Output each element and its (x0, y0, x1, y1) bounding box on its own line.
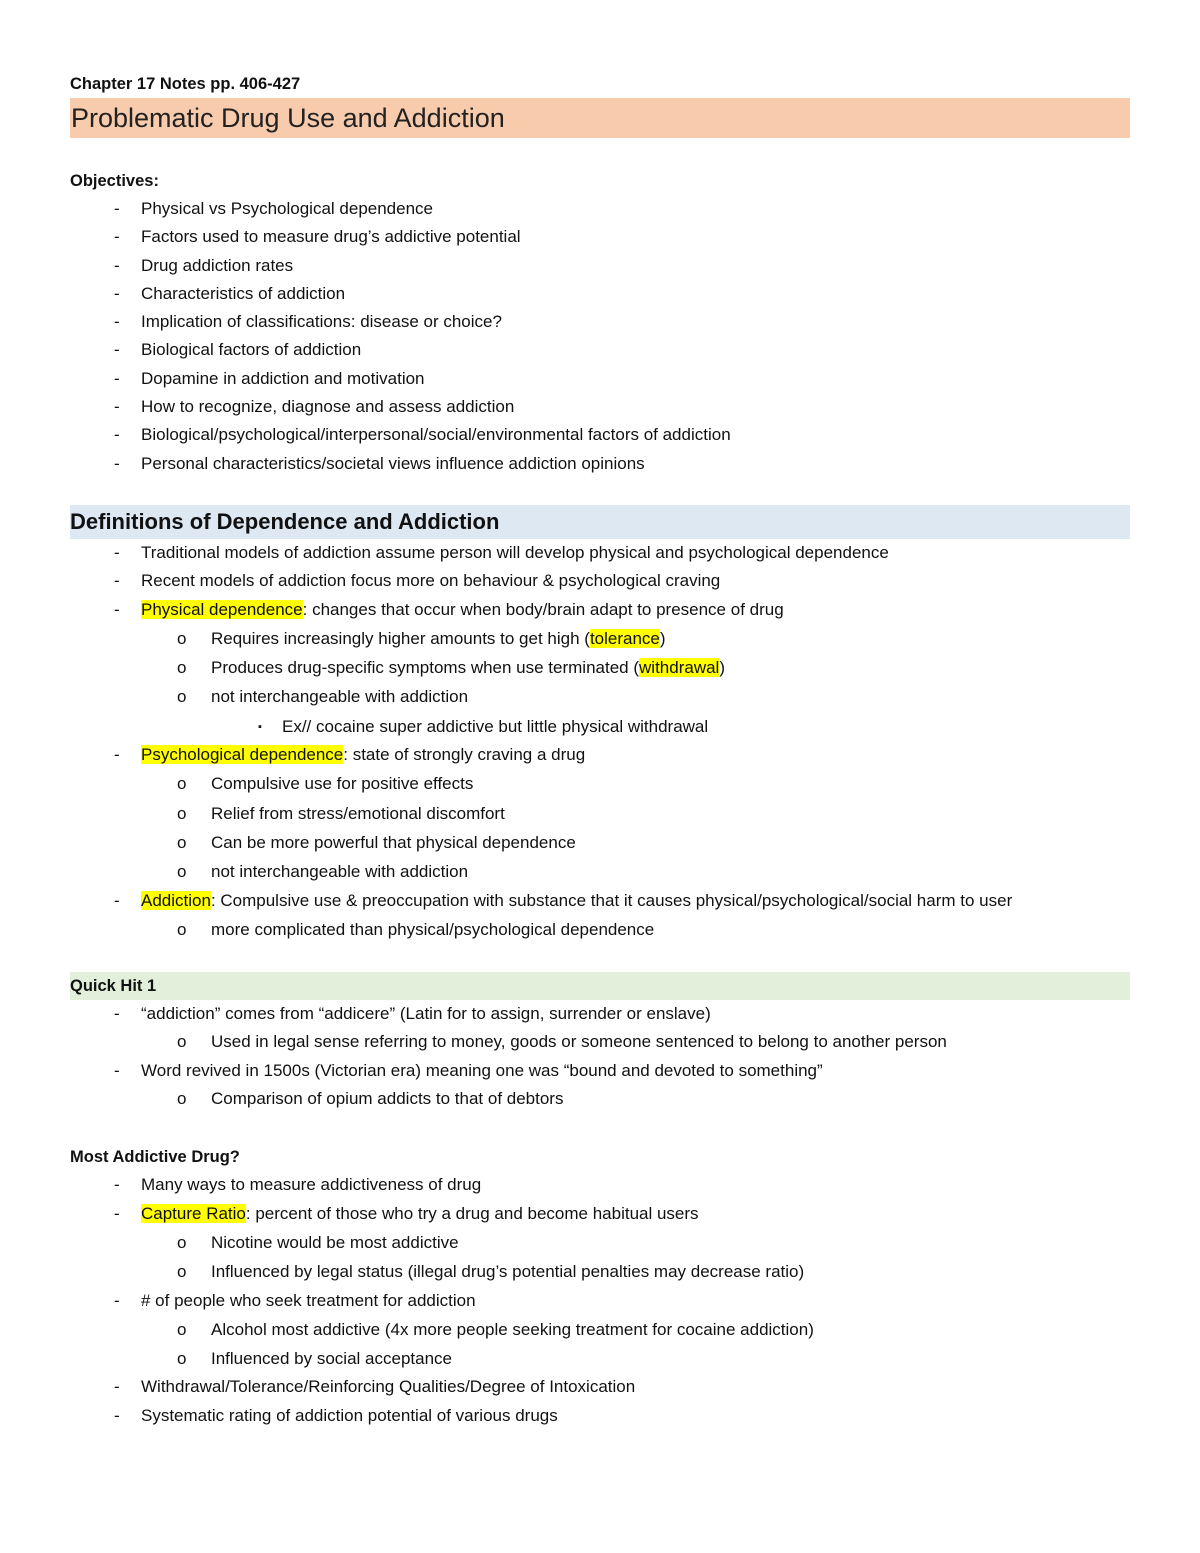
item-text: not interchangeable with addiction (211, 862, 469, 882)
list-item (70, 365, 1130, 393)
item-text: Nicotine would be most addictive (211, 1232, 459, 1252)
item-text: Physical vs Psychological dependence (141, 199, 434, 218)
item-text: Influenced by legal status (illegal drug’s potential penalties may decrease ratio) (211, 1262, 805, 1282)
list-item (70, 280, 1130, 308)
list-item (70, 1200, 1130, 1228)
bullet-circle: o (177, 687, 187, 707)
list-item (70, 683, 1130, 711)
list-item (70, 252, 1130, 280)
item-text: Comparison of opium addicts to that of debtors (211, 1089, 564, 1109)
list-item (70, 596, 1130, 624)
document-page (70, 70, 1130, 1430)
bullet-dash: - (114, 599, 120, 619)
list-item (70, 393, 1130, 421)
list-item (70, 916, 1130, 944)
highlighted-term: tolerance (589, 628, 660, 648)
bullet-circle: o (177, 1232, 187, 1252)
item-text: Many ways to measure addictiveness of drug (141, 1175, 482, 1195)
bullet-circle: o (177, 832, 187, 852)
bullet-dash: - (114, 425, 120, 445)
item-text: Biological factors of addiction (141, 340, 362, 360)
list-item (70, 1057, 1130, 1085)
list-item (70, 567, 1130, 595)
highlighted-term: withdrawal (639, 658, 720, 678)
item-text: Implication of classifications: disease or choice? (141, 312, 502, 332)
bullet-circle: o (177, 658, 187, 678)
bullet-circle: o (177, 1262, 187, 1282)
bullet-dash: - (114, 255, 120, 275)
item-text: Dopamine in addiction and motivation (141, 368, 425, 388)
item-text: Recent models of addiction focus more on behaviour & psychological craving (141, 571, 721, 591)
item-text: How to recognize, diagnose and assess addiction (141, 397, 515, 417)
item-text: Produces drug-specific symptoms when use terminated ( (211, 658, 640, 678)
bullet-dash: - (114, 1004, 120, 1024)
item-text: Word revived in 1500s (Victorian era) meaning one was “bound and devoted to something” (141, 1060, 823, 1080)
item-text: Alcohol most addictive (4x more people seeking treatment for cocaine addiction) (211, 1319, 814, 1339)
bullet-dash: - (114, 453, 120, 473)
bullet-dash: - (114, 1290, 120, 1310)
list-item (70, 1287, 1130, 1315)
definitions-list (70, 539, 1130, 944)
item-text: : percent of those who try a drug and become habitual users (245, 1203, 699, 1223)
list-item (70, 223, 1130, 251)
item-text: Systematic rating of addiction potential of various drugs (141, 1405, 558, 1425)
item-text: Drug addiction rates (141, 255, 294, 275)
item-text: ) (719, 658, 725, 678)
bullet-dash: - (114, 368, 120, 388)
item-text: : Compulsive use & preoccupation with substance that it causes physical/psychological/social harm to user (210, 890, 1013, 910)
page-title: Problematic Drug Use and Addiction (70, 98, 1130, 138)
bullet-circle: o (177, 1319, 187, 1339)
item-text: ) (659, 628, 666, 648)
bullet-dash: - (114, 1175, 120, 1195)
item-text: Factors used to measure drug’s addictive potential (141, 227, 521, 247)
bullet-circle: o (177, 1089, 187, 1109)
bullet-dash: - (114, 571, 120, 591)
list-item (70, 713, 1130, 741)
item-text: : state of strongly craving a drug (343, 745, 586, 765)
list-item (70, 195, 1130, 223)
bullet-dash: - (114, 542, 120, 562)
bullet-dash: - (114, 199, 120, 218)
bullet-dash: - (114, 227, 120, 247)
bullet-dash: - (114, 397, 120, 417)
quick-hit-list (70, 1000, 1130, 1113)
bullet-dash: - (114, 312, 120, 332)
bullet-dash: - (114, 283, 120, 303)
chapter-label: Chapter 17 Notes pp. 406-427 (70, 75, 301, 93)
list-item (70, 1085, 1130, 1113)
item-text: Biological/psychological/interpersonal/social/environmental factors of addiction (141, 425, 731, 445)
item-text: Influenced by social acceptance (211, 1349, 452, 1369)
objectives-list (70, 195, 1130, 478)
quick-hit-heading: Quick Hit 1 (70, 972, 1130, 1000)
list-item (70, 1373, 1130, 1401)
list-item (70, 450, 1130, 478)
bullet-circle: o (177, 803, 187, 823)
list-item (70, 858, 1130, 886)
bullet-dash: - (114, 1060, 120, 1080)
list-item (70, 1258, 1130, 1286)
list-item (70, 741, 1130, 769)
list-item (70, 1229, 1130, 1257)
list-item (70, 829, 1130, 857)
item-text: “addiction” comes from “addicere” (Latin for to assign, surrender or enslave) (141, 1004, 711, 1024)
item-text: not interchangeable with addiction (211, 687, 469, 707)
list-item (70, 1028, 1130, 1056)
item-text: Requires increasingly higher amounts to get high ( (211, 628, 590, 648)
bullet-dash: - (114, 1203, 120, 1223)
list-item (70, 308, 1130, 336)
highlighted-term: Physical dependence (141, 599, 303, 619)
item-text: # of people who seek treatment for addiction (141, 1290, 476, 1310)
item-text: Can be more powerful that physical dependence (211, 832, 576, 852)
list-item (70, 539, 1130, 567)
highlighted-term: Psychological dependence (141, 745, 344, 765)
list-item (70, 625, 1130, 653)
bullet-circle: o (177, 1349, 187, 1369)
list-item (70, 421, 1130, 449)
item-text: Relief from stress/emotional discomfort (211, 803, 505, 823)
bullet-square: ▪ (258, 720, 262, 733)
list-item (70, 770, 1130, 798)
bullet-circle: o (177, 774, 187, 794)
item-text: more complicated than physical/psychological dependence (211, 919, 655, 939)
highlighted-term: Addiction (141, 890, 211, 910)
item-text: Used in legal sense referring to money, goods or someone sentenced to belong to another person (211, 1032, 947, 1052)
list-item (70, 336, 1130, 364)
item-text: Traditional models of addiction assume person will develop physical and psychological dependence (141, 542, 889, 562)
definitions-heading: Definitions of Dependence and Addiction (70, 505, 1130, 539)
bullet-dash: - (114, 340, 120, 360)
list-item (70, 654, 1130, 682)
bullet-dash: - (114, 1405, 120, 1425)
bullet-circle: o (177, 1032, 187, 1052)
most-addictive-list (70, 1171, 1130, 1430)
most-addictive-heading: Most Addictive Drug? (70, 1148, 240, 1167)
bullet-dash: - (114, 1377, 120, 1397)
list-item (70, 887, 1130, 915)
list-item (70, 1316, 1130, 1344)
list-item (70, 800, 1130, 828)
bullet-circle: o (177, 628, 187, 648)
item-text: Ex// cocaine super addictive but little physical withdrawal (282, 716, 709, 736)
item-text: : changes that occur when body/brain adapt to presence of drug (302, 599, 784, 619)
list-item (70, 1171, 1130, 1199)
bullet-dash: - (114, 745, 120, 765)
bullet-circle: o (177, 862, 187, 882)
list-item (70, 1402, 1130, 1430)
item-text: Characteristics of addiction (141, 283, 346, 303)
list-item (70, 1000, 1130, 1028)
list-item (70, 1345, 1130, 1373)
highlighted-term: Capture Ratio (141, 1203, 246, 1223)
item-text: Compulsive use for positive effects (211, 774, 474, 794)
bullet-circle: o (177, 919, 187, 939)
item-text: Withdrawal/Tolerance/Reinforcing Qualities/Degree of Intoxication (141, 1377, 636, 1397)
objectives-heading: Objectives: (70, 172, 159, 190)
item-text: Personal characteristics/societal views influence addiction opinions (141, 453, 645, 473)
bullet-dash: - (114, 890, 120, 910)
